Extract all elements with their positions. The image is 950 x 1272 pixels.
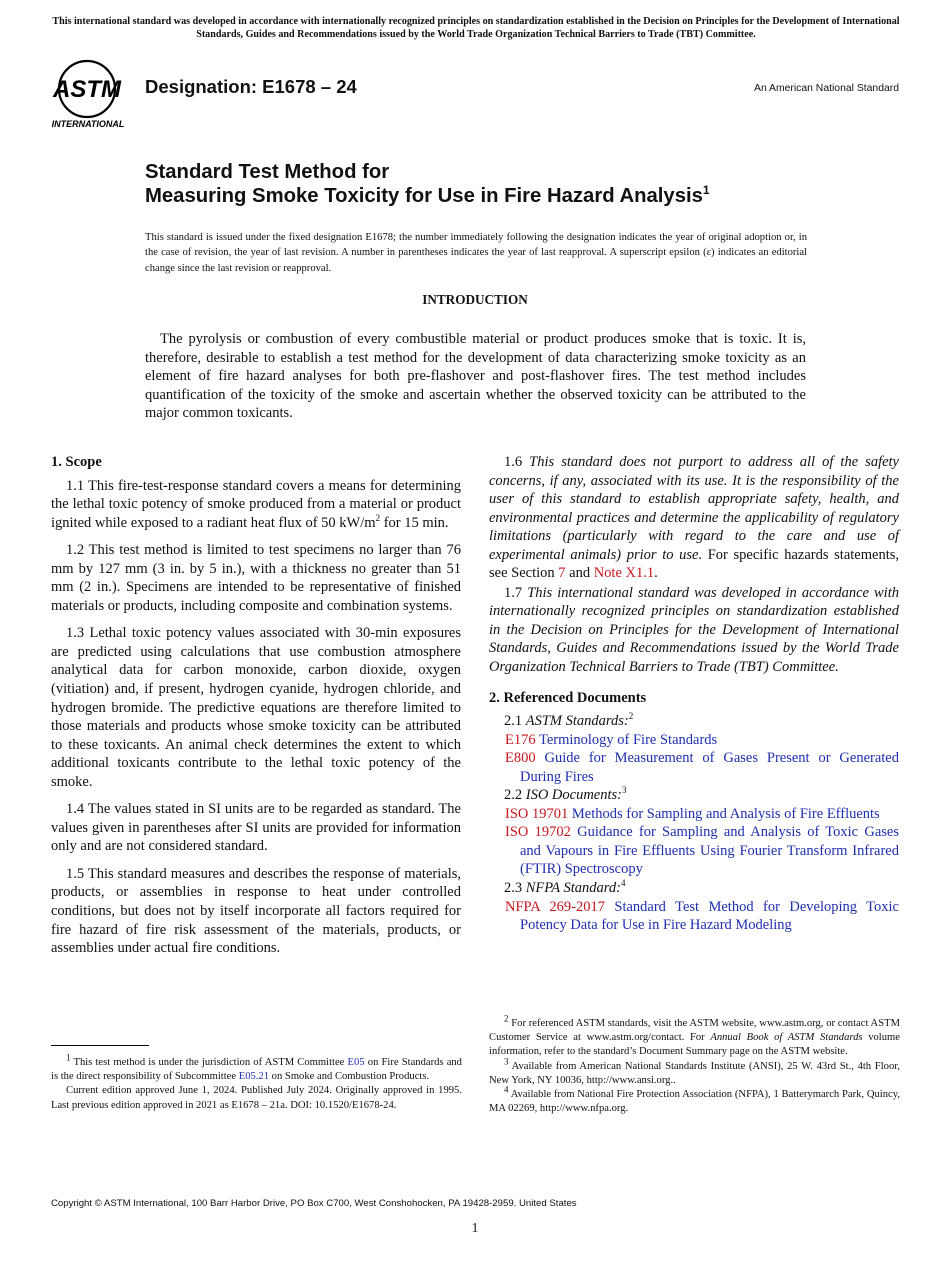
title-line-2: Measuring Smoke Toxicity for Use in Fire Hazard Analysis$^1$ [145,183,710,207]
scope-heading: 1. Scope [51,454,102,470]
designation: Designation: E1678 – 24 [145,76,357,97]
para-1-3: 1.3 Lethal toxic potency values associated with 30-min exposures are predicted using calculations that use combustion atmosphere analytical data for carbon monoxide, carbon dioxide, oxygen (vitiation) and, if present, hydrogen cyanide, hydrogen chloride, and hydrogen bromide. The predictive equations are therefore limited to those materials and products whose smoke toxicity can be attributed to these toxicants. An animal check determines the extent to which additional toxicants contribute to the lethal toxic potency of the smoke. [51,625,461,790]
issue-note: This standard is issued under the fixed designation E1678; the number immediately following the designation indicates the year of original adoption or, in the case of revision, the year of last revision. A number in parentheses indicates the year of last reapproval. A superscript epsilon (ε) indicates an editorial change since the last revision or reapproval. [145,232,807,274]
right-column [489,453,899,935]
para-1-1: 1.1 This fire-test-response standard covers a means for determining the lethal toxic potency of smoke produced from a material or product ignited while exposed to a radiant heat flux of 50 $kW/m^2$ for 15 min. [51,477,461,531]
footnote-3: $^3$ Available from American National Standards Institute (ANSI), 25 W. 43rd St., 4th Floor, New York, NY 10036, http://www.ansi.org.. [489,1056,900,1086]
ref-iso-19701[interactable]: ISO 19701 Methods for Sampling and Analysis of Fire Effluents [505,805,880,822]
footnote-2: $^2$ For referenced ASTM standards, visit the ASTM website, www.astm.org, or contact ASTM Customer Service at www.astm.org/contact. For Annual Book of ASTM Standards volume information, refer to the standard’s Document Summary page on the ASTM website. [489,1013,900,1058]
american-national-standard: An American National Standard [754,83,899,94]
footnote-rule [51,1045,149,1046]
title-footnote-mark: 1 [702,183,710,198]
astm-logo [50,56,136,132]
para-1-4: 1.4 The values stated in SI units are to be regarded as standard. The values given in parentheses after SI units are provided for information only and are not considered standard. [51,801,461,855]
footnote-1-current-edition: Current edition approved June 1, 2024. Published July 2024. Originally approved in 1995. Last previous edition approved in 2021 as E1678 – 21a. DOI: 10.1520/E1678-24. [51,1085,462,1111]
logo-letters: ASTM [53,76,121,103]
e05-link[interactable]: E05 [347,1057,365,1068]
ref-e800[interactable]: E800 Guide for Measurement of Gases Present or Generated During Fires [505,750,899,785]
copyright: Copyright © ASTM International, 100 Barr Harbor Drive, PO Box C700, West Conshohocken, PA 19428-2959. United States [51,1198,577,1209]
ref-e176[interactable]: E176 Terminology of Fire Standards [505,731,718,748]
ref-nfpa-269[interactable]: NFPA 269-2017 Standard Test Method for Developing Toxic Potency Data for Use in Fire Hazard Modeling [505,898,899,934]
note-x1-1-link[interactable]: Note X1.1 [593,565,655,582]
title-line-1: Standard Test Method for [145,161,390,183]
para-1-7: 1.7 This international standard was developed in accordance with internationally recognized principles on standardization established in the Decision on Principles for the Development of International Standards, Guides and Recommendations issued by the World Trade Organization Technical Barriers to Trade (TBT) Committee. [489,584,899,676]
nfpa-standard-label: 2.3 NFPA Standard:$^4$ [504,878,626,897]
footnotes-left [51,1045,462,1113]
footnotes-right [489,1013,900,1116]
astm-standards-label: 2.1 ASTM Standards:$^2$ [504,711,634,730]
left-column [51,453,461,967]
intro-heading: INTRODUCTION [422,292,528,307]
top-notice: This international standard was developed in accordance with internationally recognized principles on standardization established in the Decision on Principles for the Development of International Standards, Guides and Recommendations issued by the World Trade Organization Technical Barriers to Trade (TBT) Committee. [52,16,900,40]
astm-logo-icon [50,56,136,132]
referenced-docs-heading: 2. Referenced Documents [489,689,647,706]
para-1-6: 1.6 This standard does not purport to address all of the safety concerns, if any, associated with its use. It is the responsibility of the user of this standard to establish appropriate safety, health, and environmental practices and determine the applicability of regulatory limitations (particularly with regard to the care and use of experimental animals) prior to use. For specific hazards statements, see Section 7 and Note X1.1. [489,454,899,582]
e05-21-link[interactable]: E05.21 [238,1071,270,1083]
footnote-1: $^1$ This test method is under the jurisdiction of ASTM Committee E05 on Fire Standards and is the direct responsibility of Subcommittee E05.21 on Smoke and Combustion Products. [51,1052,462,1083]
footnote-4: $^4$ Available from National Fire Protection Association (NFPA), 1 Batterymarch Park, Quincy, MA 02269, http://www.nfpa.org. [489,1084,900,1115]
document-title [145,160,845,208]
page-number: 1 [471,1220,479,1235]
para-1-2: 1.2 This test method is limited to test specimens no larger than 76 mm by 127 mm (3 in. by 5 in.), with a thickness no greater than 51 mm (2 in.). Specimens are intended to be representative of finished materials or products, including composite and combination systems. [51,542,461,614]
ref-iso-19702[interactable]: ISO 19702 Guidance for Sampling and Analysis of Toxic Gases and Vapours in Fire Effluents Using Fourier Transform Infrared (FTIR) Spectroscopy [505,824,899,878]
logo-word: INTERNATIONAL [51,119,125,129]
para-1-5: 1.5 This standard measures and describes the response of materials, products, or assemblies in response to heat under controlled conditions, but does not by itself incorporate all factors required for fire hazard of fire risk assessment of the materials, products, or assemblies under actual fire conditions. [51,865,461,957]
section-7-link[interactable]: 7 [558,565,566,582]
intro-text: The pyrolysis or combustion of every combustible material or product produces smoke that is toxic. It is, therefore, desirable to establish a test method for the development of data characterizing smoke toxicity as an element of fire hazard analyses for both pre-flashover and post-flashover fires. The test method includes quantification of the toxicity of the smoke and ascertain whether the observed toxicity can be attributed to the major common toxicants. [145,331,806,422]
iso-documents-label: 2.2 ISO Documents:$^3$ [504,785,627,804]
